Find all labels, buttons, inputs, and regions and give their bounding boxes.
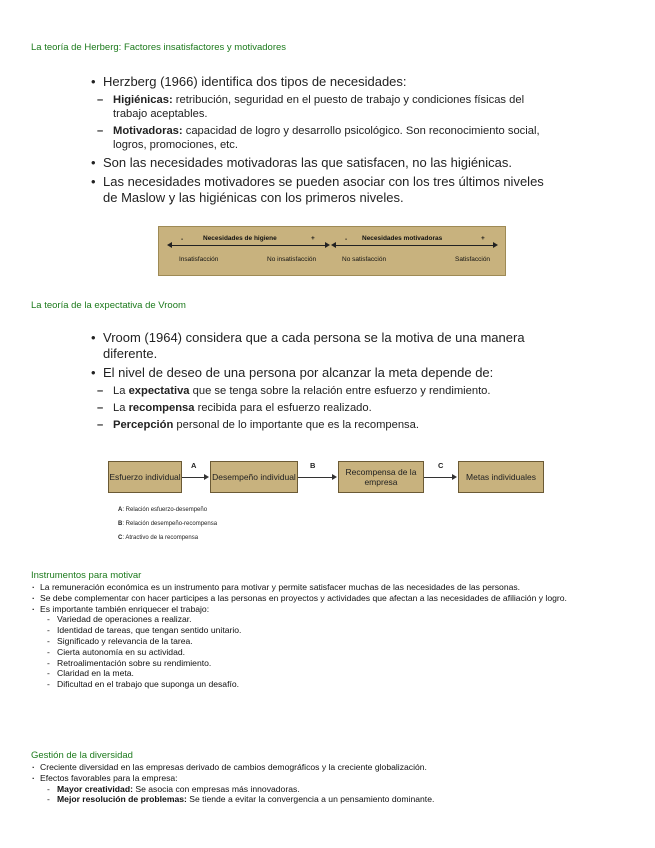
bullet: • Las necesidades motivadores se pueden asociar con los tres últimos niveles de Maslow y las higiénicas con los primeros niveles. <box>91 174 561 206</box>
note-bullet: · Efectos favorables para la empresa: <box>31 773 625 784</box>
section-heading-instruments: Instrumentos para motivar <box>31 570 142 581</box>
sub-bullet: – La expectativa que se tenga sobre la relación entre esfuerzo y rendimiento. <box>95 384 551 398</box>
connector-label-a: A <box>191 461 197 470</box>
note-bullet: · Es importante también enriquecer el trabajo: <box>31 604 625 615</box>
connector-label-c: C <box>438 461 444 470</box>
scale-label: No satisfacción <box>342 256 387 263</box>
plus-sign: + <box>481 235 485 242</box>
arrow-right-icon <box>325 242 330 248</box>
note-sub-item: - Mejor resolución de problemas: Se tiende a evitar la convergencia a un pensamiento dominante. <box>31 794 625 805</box>
minus-sign: - <box>181 236 184 243</box>
motivational-needs-label: Necesidades motivadoras <box>362 235 443 242</box>
bullet: • Vroom (1964) considera que a cada persona se la motiva de una manera diferente. <box>91 330 551 362</box>
arrow-right-icon <box>452 474 457 480</box>
note-sub-item: - Cierta autonomía en su actividad. <box>31 647 625 658</box>
arrow-right-icon <box>493 242 498 248</box>
note-sub-item: - Retroalimentación sobre su rendimiento. <box>31 658 625 669</box>
instruments-notes <box>31 582 625 690</box>
bullet: • Herzberg (1966) identifica dos tipos de necesidades: <box>91 74 561 90</box>
note-sub-item: - Significado y relevancia de la tarea. <box>31 636 625 647</box>
arrow-right-icon <box>332 474 337 480</box>
note-sub-item: - Variedad de operaciones a realizar. <box>31 614 625 625</box>
note-bullet: · La remuneración económica es un instrumento para motivar y permite satisfacer muchas de las necesidades de las personas. <box>31 582 625 593</box>
note-sub-item: - Identidad de tareas, que tengan sentido unitario. <box>31 625 625 636</box>
sub-bullet: – Motivadoras: capacidad de logro y desarrollo psicológico. Son reconocimiento social, logros, promociones, etc. <box>95 124 561 152</box>
note-sub-item: - Claridad en la meta. <box>31 668 625 679</box>
sub-bullet: – Higiénicas: retribución, seguridad en el puesto de trabajo y condiciones físicas del trabajo aceptables. <box>95 93 561 121</box>
note-bullet: · Creciente diversidad en las empresas derivado de cambios demográficos y la creciente globalización. <box>31 762 625 773</box>
arrow-right-icon <box>204 474 209 480</box>
bullet: • El nivel de deseo de una persona por alcanzar la meta depende de: <box>91 365 551 381</box>
connector-c <box>424 477 453 478</box>
note-sub-item: - Mayor creatividad: Se asocia con empresas más innovadoras. <box>31 784 625 795</box>
herzberg-diagram <box>158 226 506 276</box>
axis-line <box>171 245 327 246</box>
connector-b <box>298 477 333 478</box>
legend-item-a: A: Relación esfuerzo-desempeño <box>118 507 208 513</box>
scale-label: Satisfacción <box>455 256 491 263</box>
diversity-notes <box>31 762 625 805</box>
flow-box-goals: Metas individuales <box>458 461 544 493</box>
hygiene-needs-label: Necesidades de higiene <box>203 235 277 242</box>
legend-item-b: B: Relación desempeño-recompensa <box>118 521 218 527</box>
scale-label: No insatisfacción <box>267 256 317 263</box>
sub-bullet: – Percepción personal de lo importante que es la recompensa. <box>95 418 551 432</box>
note-sub-item: - Dificultad en el trabajo que suponga un desafío. <box>31 679 625 690</box>
vroom-slide <box>91 330 551 435</box>
legend-item-c: C: Atractivo de la recompensa <box>118 535 199 541</box>
herzberg-slide <box>91 74 561 209</box>
section-heading-herzberg: La teoría de Herberg: Factores insatisfactores y motivadores <box>31 42 287 53</box>
bullet: • Son las necesidades motivadoras las que satisfacen, no las higiénicas. <box>91 155 561 171</box>
connector-a <box>182 477 205 478</box>
flow-box-effort: Esfuerzo individual <box>108 461 182 493</box>
axis-line <box>335 245 495 246</box>
minus-sign: - <box>345 236 348 243</box>
flow-box-performance: Desempeño individual <box>210 461 298 493</box>
connector-label-b: B <box>310 461 316 470</box>
plus-sign: + <box>311 235 315 242</box>
section-heading-diversity: Gestión de la diversidad <box>31 750 133 761</box>
sub-bullet: – La recompensa recibida para el esfuerzo realizado. <box>95 401 551 415</box>
flow-box-reward: Recompensa de la empresa <box>338 461 424 493</box>
section-heading-vroom: La teoría de la expectativa de Vroom <box>31 300 186 311</box>
scale-label: Insatisfacción <box>179 256 219 263</box>
note-bullet: · Se debe complementar con hacer participes a las personas en proyectos y actividades que afectan a las necesidades de afiliación y logro. <box>31 593 625 604</box>
